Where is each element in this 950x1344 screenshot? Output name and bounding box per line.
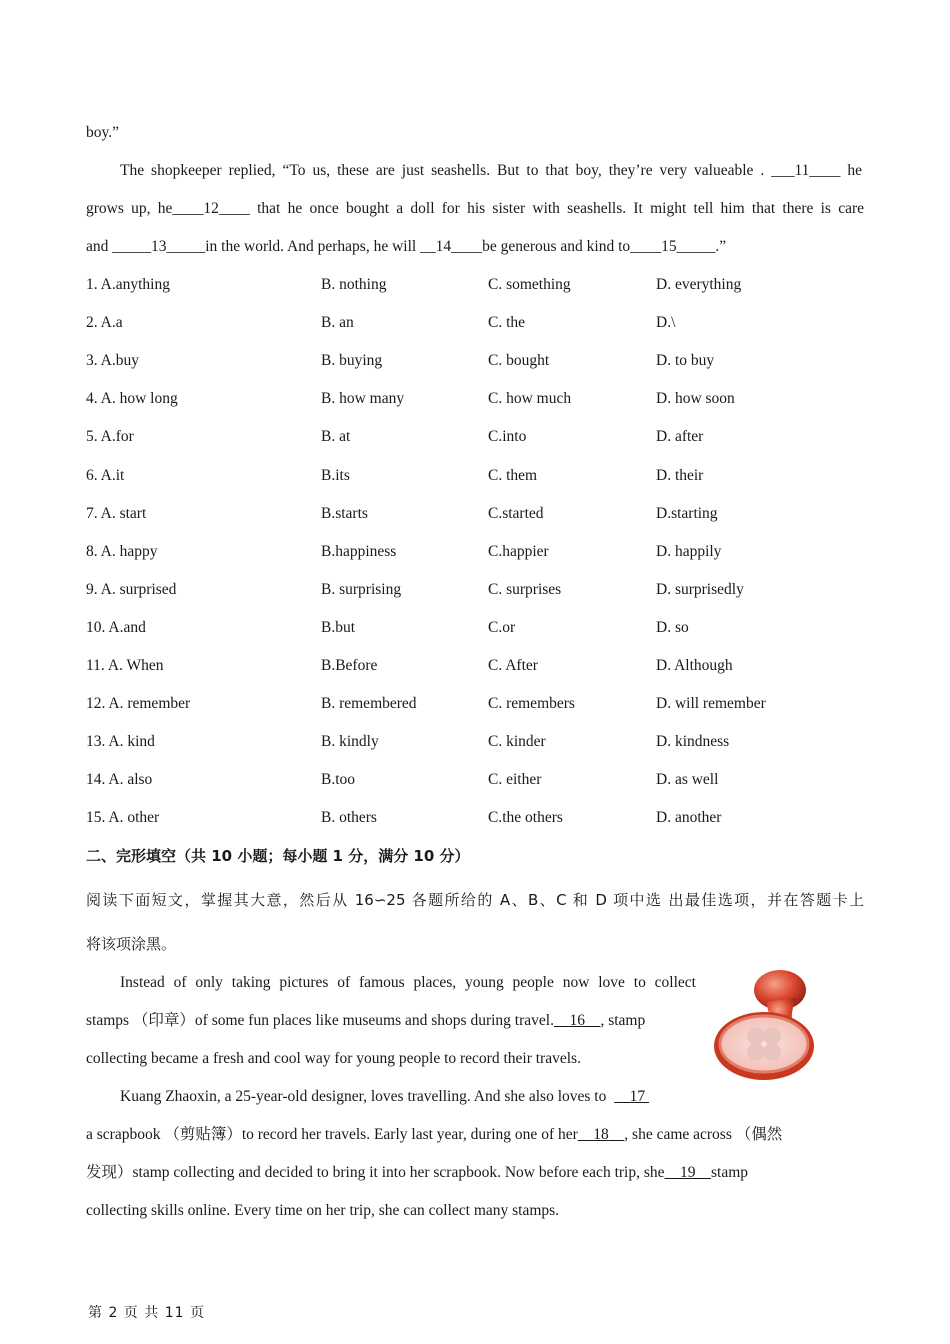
option-c: C. either: [488, 771, 542, 789]
question-row: [86, 427, 886, 447]
option-d: D. another: [656, 809, 722, 827]
question-row: [86, 389, 886, 409]
option-a: 6. A.it: [86, 466, 125, 484]
question-row: [86, 351, 886, 371]
option-d: D. will remember: [656, 695, 766, 713]
option-b: B.starts: [321, 504, 368, 522]
option-a: 14. A. also: [86, 771, 153, 789]
option-b: B.its: [321, 466, 350, 484]
blank-18: 18: [593, 1126, 609, 1143]
option-a: 4. A. how long: [86, 390, 178, 408]
question-row: [86, 808, 886, 828]
option-b: B. how many: [321, 390, 405, 408]
option-a: 1. A.anything: [86, 276, 170, 293]
question-row: [86, 275, 886, 295]
option-c: C. the: [488, 314, 526, 332]
option-c: C. how much: [488, 390, 572, 408]
option-c: C. them: [488, 466, 538, 484]
passage-line: grows up, he____12____ that he once bought a doll for his sister with seashells. It might tell him that there is care: [86, 200, 864, 217]
option-b: B. buying: [321, 352, 383, 370]
section-heading: 二、完形填空（共 10 小题；每小题 1 分，满分 10 分）: [86, 847, 470, 865]
question-row: [86, 466, 886, 486]
cloze-line: [86, 1163, 748, 1183]
option-d: D. kindness: [656, 733, 730, 751]
blank-16: 16: [569, 1012, 585, 1029]
cloze-text: 发现）stamp collecting and decided to bring it into her scrapbook. Now before each trip, she: [86, 1164, 665, 1181]
passage-line: boy.”: [86, 124, 119, 141]
question-row: [86, 770, 886, 790]
cloze-line: collecting skills online. Every time on her trip, she can collect many stamps.: [86, 1202, 560, 1219]
option-b: B. others: [321, 809, 377, 827]
option-d: D.starting: [656, 504, 718, 522]
cloze-text: stamp: [711, 1164, 749, 1181]
option-c: C. remembers: [488, 695, 575, 713]
option-b: B. an: [321, 314, 354, 332]
blank-19: 19: [680, 1164, 696, 1181]
question-row: [86, 542, 886, 562]
option-d: D. to buy: [656, 352, 715, 370]
option-d: D. surprisedly: [656, 580, 744, 598]
question-row: [86, 656, 886, 676]
option-a: 8. A. happy: [86, 542, 158, 560]
cloze-text: stamps （印章）of some fun places like museums and shops during travel.: [86, 1012, 554, 1029]
option-b: B. remembered: [321, 695, 417, 713]
cloze-text: a scrapbook （剪贴簿）to record her travels. Early last year, during one of her: [86, 1126, 578, 1143]
option-b: B. nothing: [321, 276, 387, 293]
option-d: D.\: [656, 314, 676, 332]
cloze-line: collecting became a fresh and cool way for young people to record their travels.: [86, 1050, 581, 1067]
option-b: B.happiness: [321, 542, 397, 560]
question-row: [86, 504, 886, 524]
cloze-text: Kuang Zhaoxin, a 25-year-old designer, loves travelling. And she also loves to: [120, 1088, 607, 1105]
option-c: C. After: [488, 657, 538, 674]
option-a: 2. A.a: [86, 314, 123, 332]
page-footer: 第 2 页 共 11 页: [88, 1305, 205, 1321]
option-c: C.into: [488, 428, 527, 446]
option-c: C. bought: [488, 352, 550, 370]
option-b: B. surprising: [321, 580, 402, 598]
cloze-line: Instead of only taking pictures of famous places, young people now love to collect: [120, 974, 696, 991]
option-b: B. kindly: [321, 733, 379, 751]
option-b: B.but: [321, 618, 356, 636]
option-a: 12. A. remember: [86, 695, 191, 713]
option-c: C. something: [488, 276, 571, 293]
question-row: [86, 618, 886, 638]
instruction-line: 将该项涂黑。: [86, 935, 177, 953]
option-c: C.started: [488, 504, 544, 522]
option-d: D. so: [656, 618, 689, 636]
option-c: C. surprises: [488, 580, 562, 598]
option-a: 10. A.and: [86, 618, 146, 636]
question-row: [86, 694, 886, 714]
cloze-line: [86, 1011, 645, 1031]
blank-17: 17: [629, 1088, 646, 1105]
option-a: 13. A. kind: [86, 733, 155, 751]
option-a: 3. A.buy: [86, 352, 139, 370]
option-a: 11. A. When: [86, 657, 164, 674]
option-b: B. at: [321, 428, 351, 446]
option-c: C.happier: [488, 542, 549, 560]
option-c: C.the others: [488, 809, 563, 827]
option-a: 15. A. other: [86, 809, 160, 827]
option-d: D. as well: [656, 771, 719, 789]
option-a: 7. A. start: [86, 504, 147, 522]
rubber-stamp-image: [712, 968, 818, 1086]
cloze-line: [120, 1087, 649, 1107]
option-d: D. happily: [656, 542, 722, 560]
option-d: D. after: [656, 428, 704, 446]
option-d: D. their: [656, 466, 704, 484]
instruction-line: 阅读下面短文，掌握其大意，然后从 16∽25 各题所给的 A、B、C 和 D 项中选 出最佳选项，并在答题卡上: [86, 891, 864, 909]
passage-line: The shopkeeper replied, “To us, these are just seashells. But to that boy, they’re very valueable . ___11____ he: [120, 162, 862, 179]
cloze-text: , she came across （偶然: [624, 1126, 783, 1143]
cloze-text: , stamp: [600, 1012, 646, 1029]
question-row: [86, 732, 886, 752]
question-row: [86, 313, 886, 333]
option-b: B.too: [321, 771, 356, 789]
question-row: [86, 580, 886, 600]
option-d: D. Although: [656, 657, 733, 674]
option-a: 9. A. surprised: [86, 580, 177, 598]
option-d: D. how soon: [656, 390, 735, 408]
cloze-line: [86, 1125, 782, 1145]
option-a: 5. A.for: [86, 428, 134, 446]
passage-line: and _____13_____in the world. And perhaps, he will __14____be generous and kind to____15_____.”: [86, 238, 727, 255]
option-b: B.Before: [321, 657, 378, 674]
option-c: C. kinder: [488, 733, 546, 751]
option-d: D. everything: [656, 276, 742, 293]
option-c: C.or: [488, 618, 516, 636]
